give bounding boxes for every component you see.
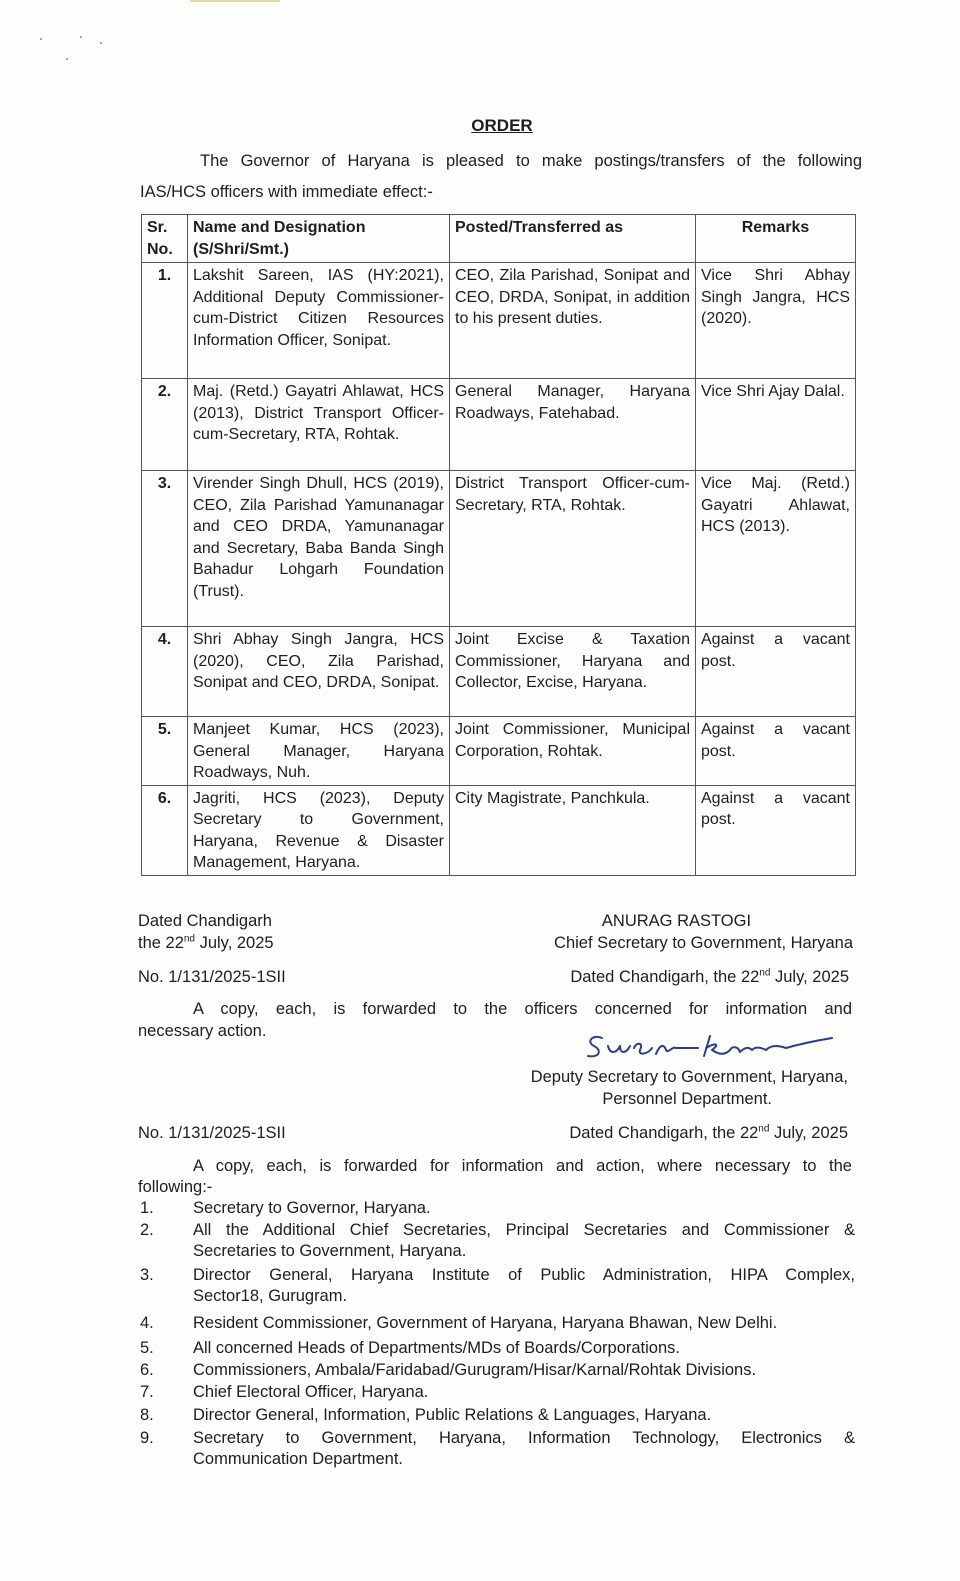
signatory-name: ANURAG RASTOGI (601, 912, 752, 930)
list-item-text: Resident Commissioner, Government of Haryana, Haryana Bhawan, New Delhi. (193, 1314, 778, 1332)
list-item-number: 4. (140, 1314, 154, 1332)
header-sr-no (142, 215, 188, 263)
list-item-text: Secretaries to Government, Haryana. (193, 1242, 467, 1260)
list-item-text: Secretary to Government, Haryana, Information Technology, Electronics & (193, 1429, 855, 1447)
list-item-number: 9. (140, 1429, 154, 1447)
list-item-text: All concerned Heads of Departments/MDs of Boards/Corporations. (193, 1339, 680, 1357)
list-item-number: 6. (140, 1361, 154, 1379)
header-name-line2: (S/Shri/Smt.) (193, 240, 290, 258)
row-remarks: Against a vacant post. (696, 627, 856, 717)
table-row (142, 627, 856, 717)
list-item-number: 5. (140, 1339, 154, 1357)
row-remarks: Vice Shri Abhay Singh Jangra, HCS (2020). (696, 263, 856, 379)
intro-line-1: The Governor of Haryana is pleased to make postings/transfers of the following (200, 152, 862, 170)
table-row (142, 717, 856, 786)
endorsement1-number: No. 1/131/2025-1SII (138, 968, 286, 986)
table-row (142, 263, 856, 379)
endorsement2-text-line1: A copy, each, is forwarded for information and action, where necessary to the (193, 1157, 852, 1175)
row-sr: 1. (142, 263, 188, 379)
endorsement2-date (500, 1122, 848, 1144)
row-posted: CEO, Zila Parishad, Sonipat and CEO, DRDA, Sonipat, in addition to his present duties. (450, 263, 696, 379)
scan-speck (80, 36, 82, 38)
row-posted: City Magistrate, Panchkula. (450, 785, 696, 875)
scan-speck (100, 42, 102, 44)
list-item (140, 1265, 855, 1309)
table-row (142, 785, 856, 875)
header-remarks: Remarks (696, 215, 856, 263)
dated-place: Dated Chandigarh (138, 912, 272, 930)
table-row (142, 471, 856, 627)
list-item-text: Communication Department. (193, 1450, 404, 1468)
row-name: Lakshit Sareen, IAS (HY:2021), Additional Deputy Commissioner-cum-District Citizen Resources Information Officer, Sonipat. (188, 263, 450, 379)
signatory-designation: Chief Secretary to Government, Haryana (554, 934, 853, 952)
row-sr: 6. (142, 785, 188, 875)
row-posted: General Manager, Haryana Roadways, Fatehabad. (450, 379, 696, 471)
endorsement2-date-suffix: July, 2025 (769, 1124, 848, 1142)
order-heading: ORDER (471, 116, 533, 135)
deputy-line1: Deputy Secretary to Government, Haryana, (530, 1068, 848, 1086)
endorsement1-date-sup: nd (759, 967, 771, 979)
table-row (142, 379, 856, 471)
postings-table (141, 214, 856, 876)
endorsement2-number: No. 1/131/2025-1SII (138, 1124, 286, 1142)
row-name: Maj. (Retd.) Gayatri Ahlawat, HCS (2013), District Transport Officer-cum-Secretary, RTA, Rohtak. (188, 379, 450, 471)
list-item-text: Sector18, Gurugram. (193, 1287, 348, 1305)
header-name-line1: Name and Designation (193, 219, 366, 236)
table-header-row (142, 215, 856, 263)
row-sr: 3. (142, 471, 188, 627)
dated-date-suffix: July, 2025 (195, 934, 274, 952)
endorsement1-date-prefix: Dated Chandigarh, the 22 (570, 968, 760, 986)
row-posted: Joint Commissioner, Municipal Corporation, Rohtak. (450, 717, 696, 786)
scan-speck (66, 58, 68, 60)
row-remarks: Against a vacant post. (696, 785, 856, 875)
deputy-line2: Personnel Department. (602, 1090, 772, 1108)
handwritten-signature (580, 1026, 840, 1066)
row-name: Virender Singh Dhull, HCS (2019), CEO, Zila Parishad Yamunanagar and CEO DRDA, Yamunanagar and Secretary, Baba Banda Singh Bahadur Lohgarh Foundation (Trust). (188, 471, 450, 627)
row-name: Shri Abhay Singh Jangra, HCS (2020), CEO, Zila Parishad, Sonipat and CEO, DRDA, Sonipat. (188, 627, 450, 717)
row-sr: 5. (142, 717, 188, 786)
list-item-number: 7. (140, 1383, 154, 1401)
endorsement1-date-suffix: July, 2025 (770, 968, 849, 986)
dated-date (138, 932, 274, 954)
endorsement2-date-prefix: Dated Chandigarh, the 22 (569, 1124, 759, 1142)
row-name: Manjeet Kumar, HCS (2023), General Manager, Haryana Roadways, Nuh. (188, 717, 450, 786)
list-item-text: Chief Electoral Officer, Haryana. (193, 1383, 429, 1401)
list-item-number: 1. (140, 1199, 154, 1217)
row-remarks: Vice Shri Ajay Dalal. (696, 379, 856, 471)
intro-line-2: IAS/HCS officers with immediate effect:- (140, 183, 433, 201)
list-item (140, 1428, 855, 1472)
dated-date-prefix: the 22 (138, 934, 184, 952)
endorsement1-text-line2: necessary action. (138, 1022, 267, 1040)
endorsement1-date (500, 966, 849, 988)
list-item-number: 3. (140, 1266, 154, 1284)
row-name: Jagriti, HCS (2023), Deputy Secretary to Government, Haryana, Revenue & Disaster Management, Haryana. (188, 785, 450, 875)
row-remarks: Vice Maj. (Retd.) Gayatri Ahlawat, HCS (2013). (696, 471, 856, 627)
list-item (140, 1220, 855, 1264)
list-item-text: Secretary to Governor, Haryana. (193, 1199, 431, 1217)
row-posted: District Transport Officer-cum-Secretary, RTA, Rohtak. (450, 471, 696, 627)
list-item-text: Director General, Information, Public Relations & Languages, Haryana. (193, 1406, 712, 1424)
dated-date-sup: nd (183, 933, 195, 945)
endorsement2-text-line2: following:- (138, 1178, 213, 1196)
list-item-number: 8. (140, 1406, 154, 1424)
header-name (188, 215, 450, 263)
list-item-text: Commissioners, Ambala/Faridabad/Gurugram/Hisar/Karnal/Rohtak Divisions. (193, 1361, 757, 1379)
scan-artifact-line (190, 0, 280, 2)
list-item-text: All the Additional Chief Secretaries, Principal Secretaries and Commissioner & (193, 1221, 855, 1239)
list-item-number: 2. (140, 1221, 154, 1239)
endorsement2-date-sup: nd (758, 1123, 770, 1135)
scan-speck (40, 38, 42, 40)
row-remarks: Against a vacant post. (696, 717, 856, 786)
endorsement1-text-line1: A copy, each, is forwarded to the officers concerned for information and (193, 1000, 852, 1018)
header-sr-line1: Sr. (147, 219, 168, 236)
row-sr: 2. (142, 379, 188, 471)
row-posted: Joint Excise & Taxation Commissioner, Haryana and Collector, Excise, Haryana. (450, 627, 696, 717)
header-sr-line2: No. (147, 240, 173, 258)
row-sr: 4. (142, 627, 188, 717)
header-posted: Posted/Transferred as (450, 215, 696, 263)
list-item-text: Director General, Haryana Institute of Public Administration, HIPA Complex, (193, 1266, 855, 1284)
